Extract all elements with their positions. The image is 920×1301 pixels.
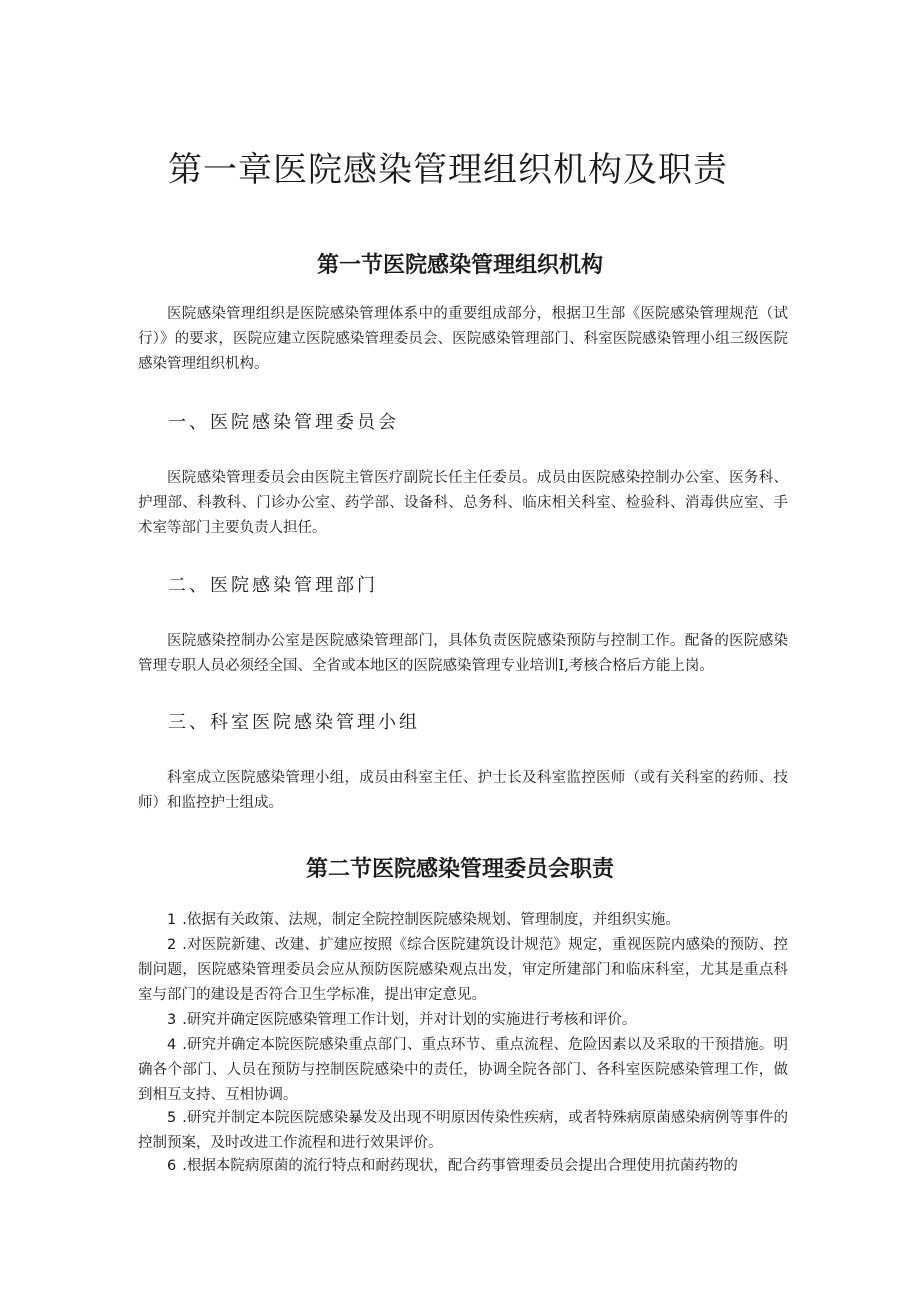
subsection-title-committee: 一、医院感染管理委员会: [168, 412, 399, 433]
duty-item-text: .研究并确定医院感染管理工作计划，并对计划的实施进行考核和评价。: [182, 1012, 637, 1028]
duty-item-3: [138, 1008, 788, 1033]
duty-item-number: 2: [167, 937, 177, 953]
duty-item-text: .研究并确定本院医院感染重点部门、重点环节、重点流程、危险因素以及采取的干预措施。明确各个部门、人员在预防与控制医院感染中的责任，协调全院各部门、各科室医院感染管理工作，做到相互支持、互相协调。: [138, 1037, 788, 1103]
subsection-title-group: 三、科室医院感染管理小组: [168, 712, 420, 733]
duty-item-4: [138, 1033, 788, 1108]
section-title-2: 第二节医院感染管理委员会职责: [305, 857, 614, 882]
duty-item-text: .研究并制定本院医院感染暴发及出现不明原因传染性疾病，或者特殊病原菌感染病例等事件的控制预案，及时改进工作流程和进行效果评价。: [138, 1110, 788, 1151]
duty-item-text: .根据本院病原菌的流行特点和耐药现状，配合药事管理委员会提出合理使用抗菌药物的: [182, 1158, 738, 1174]
duty-item-1: [138, 908, 788, 933]
department-paragraph: 医院感染控制办公室是医院感染管理部门，具体负责医院感染预防与控制工作。配备的医院感染管理专职人员必须经全国、全省或本地区的医院感染管理专业培训I,考核合格后方能上岗。: [138, 633, 788, 674]
duty-item-number: 5: [167, 1110, 177, 1126]
duty-item-number: 1: [167, 912, 177, 928]
duty-item-number: 3: [167, 1012, 177, 1028]
group-paragraph: 科室成立医院感染管理小组，成员由科室主任、护士长及科室监控医师（或有关科室的药师、技师）和监控护士组成。: [138, 770, 788, 811]
duty-item-2: [138, 933, 788, 1008]
chapter-title: 第一章医院感染管理组织机构及职责: [168, 150, 728, 190]
duty-item-number: 6: [167, 1158, 177, 1174]
duty-item-6: [138, 1154, 788, 1179]
duty-item-number: 4: [167, 1037, 177, 1053]
committee-paragraph: 医院感染管理委员会由医院主管医疗副院长任主任委员。成员由医院感染控制办公室、医务科、护理部、科教科、门诊办公室、药学部、设备科、总务科、临床相关科室、检验科、消毒供应室、手术室等部门主要负责人担任。: [138, 470, 788, 536]
duty-item-text: .依据有关政策、法规，制定全院控制医院感染规划、管理制度，并组织实施。: [182, 912, 680, 928]
duty-item-5: [138, 1106, 788, 1156]
section-title-1: 第一节医院感染管理组织机构: [316, 253, 603, 278]
subsection-title-department: 二、医院感染管理部门: [168, 575, 378, 596]
intro-paragraph: 医院感染管理组织是医院感染管理体系中的重要组成部分，根据卫生部《医院感染管理规范（试行）》的要求，医院应建立医院感染管理委员会、医院感染管理部门、科室医院感染管理小组三级医院感染管理组织机构。: [138, 306, 788, 372]
duty-item-text: .对医院新建、改建、扩建应按照《综合医院建筑设计规范》规定，重视医院内感染的预防、控制问题，医院感染管理委员会应从预防医院感染观点出发，审定所建部门和临床科室，尤其是重点科室与部门的建设是否符合卫生学标准，提出审定意见。: [138, 937, 788, 1003]
